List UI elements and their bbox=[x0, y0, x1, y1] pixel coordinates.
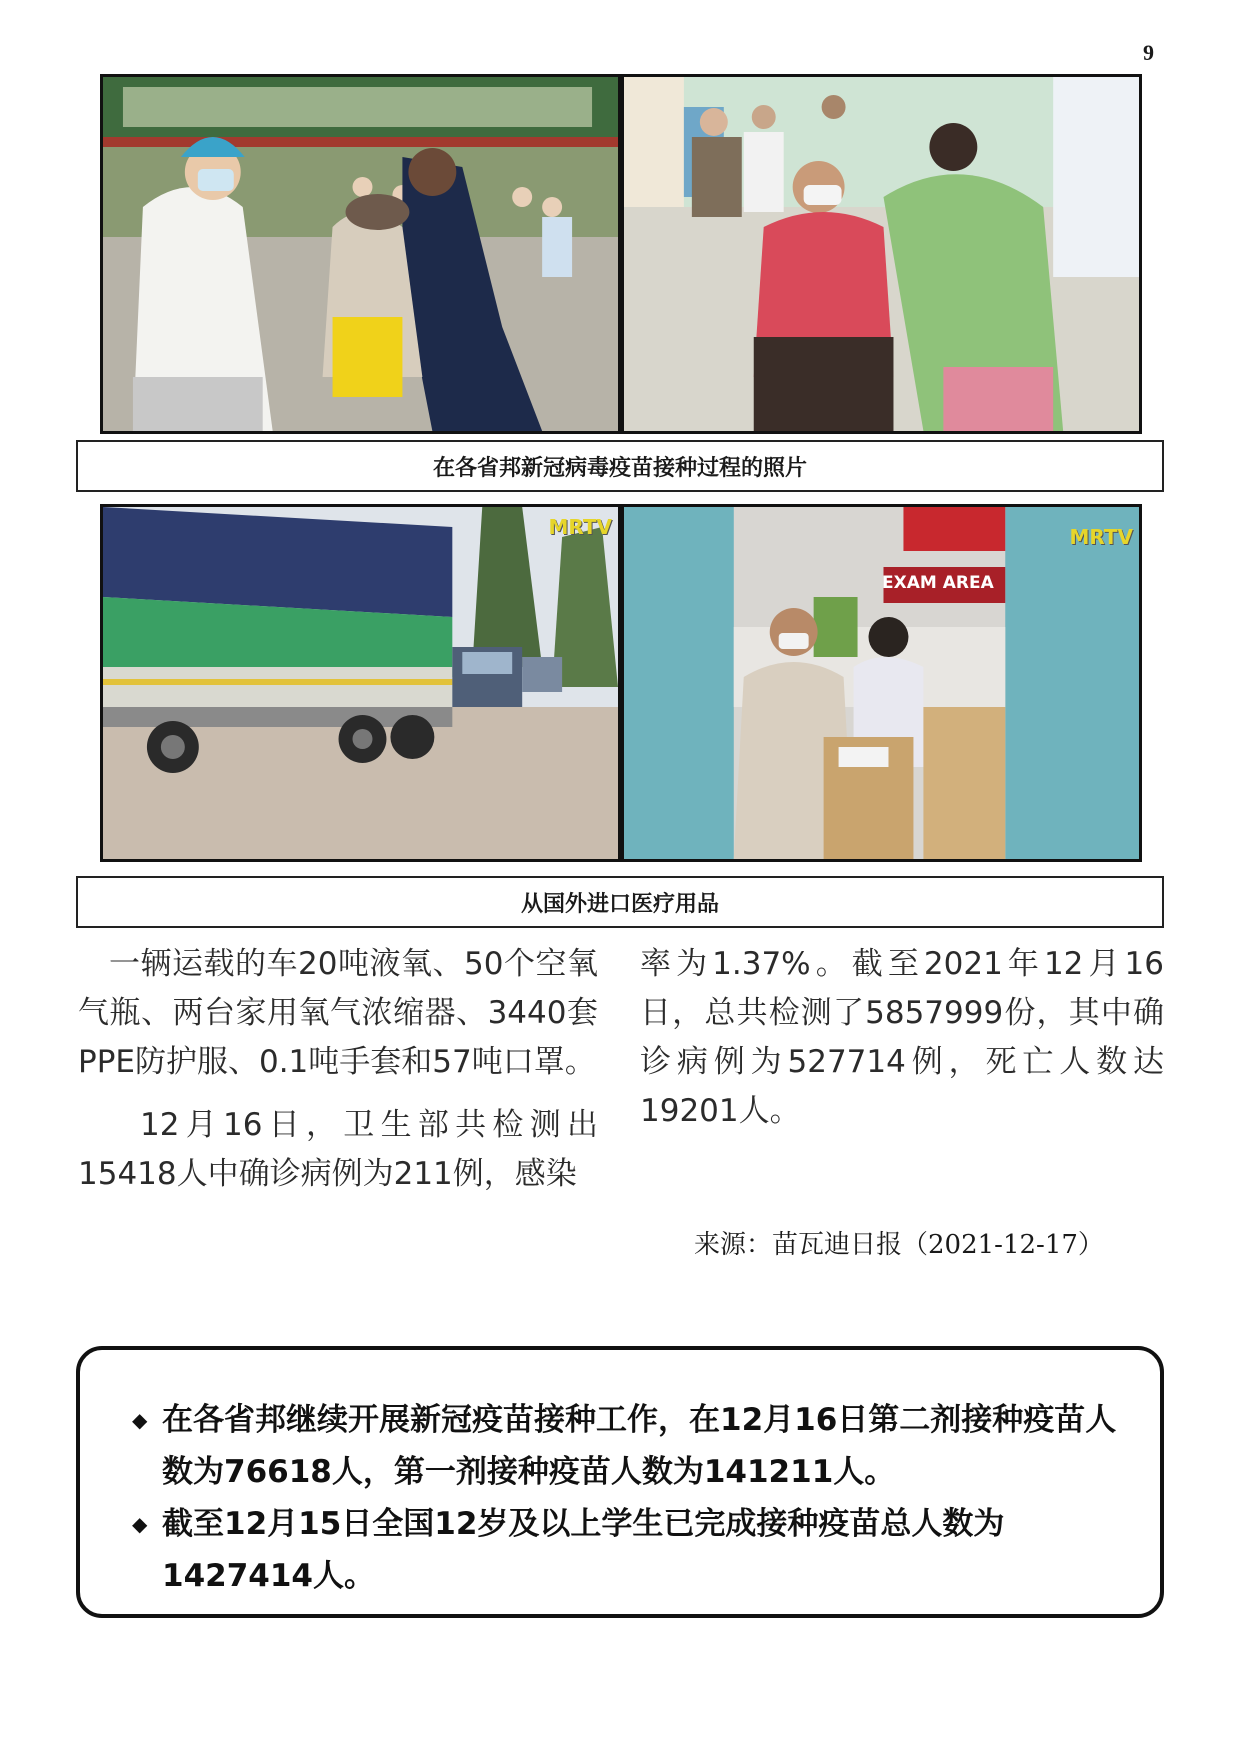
summary-box bbox=[76, 1346, 1164, 1618]
page-number: 9 bbox=[1143, 40, 1154, 65]
article-source: 来源：苗瓦迪日报（2021-12-17） bbox=[694, 1230, 1104, 1260]
supply-inspection-photo bbox=[624, 507, 1139, 859]
vaccination-photo-clinic bbox=[624, 77, 1139, 431]
bullet-icon: ◆ bbox=[132, 1408, 148, 1432]
summary-item-text: 截至12月15日全国12岁及以上学生已完成接种疫苗总人数为1427414人。 bbox=[162, 1506, 1005, 1594]
vaccination-photos bbox=[100, 74, 1142, 434]
bullet-icon: ◆ bbox=[132, 1512, 148, 1536]
article-paragraph: 一辆运载的车20吨液氧、50个空氧气瓶、两台家用氧气浓缩器、3440套PPE防护服、0.1吨手套和57吨口罩。 bbox=[78, 946, 598, 1080]
article-right-column bbox=[640, 940, 1164, 1136]
mrtv-logo: MRTV bbox=[548, 515, 612, 539]
medical-supplies-caption: 从国外进口医疗用品 bbox=[76, 876, 1164, 928]
vaccination-photo-hall bbox=[103, 77, 618, 431]
summary-item bbox=[132, 1394, 1138, 1498]
supply-truck-photo bbox=[103, 507, 618, 859]
vaccination-photos-caption: 在各省邦新冠病毒疫苗接种过程的照片 bbox=[76, 440, 1164, 492]
article-paragraph: 率为1.37%。截至2021年12月16日，总共检测了5857999份，其中确诊病例为527714例，死亡人数达19201人。 bbox=[640, 946, 1164, 1129]
article-left-column bbox=[78, 940, 598, 1199]
medical-supplies-photos bbox=[100, 504, 1142, 862]
exam-area-sign: EXAM AREA bbox=[882, 573, 994, 593]
mrtv-logo-right: MRTV bbox=[1069, 525, 1133, 549]
article-paragraph: 12月16日，卫生部共检测出15418人中确诊病例为211例，感染 bbox=[78, 1107, 598, 1192]
summary-item bbox=[132, 1498, 1138, 1602]
summary-item-text: 在各省邦继续开展新冠疫苗接种工作，在12月16日第二剂接种疫苗人数为76618人，第一剂接种疫苗人数为141211人。 bbox=[162, 1402, 1117, 1490]
